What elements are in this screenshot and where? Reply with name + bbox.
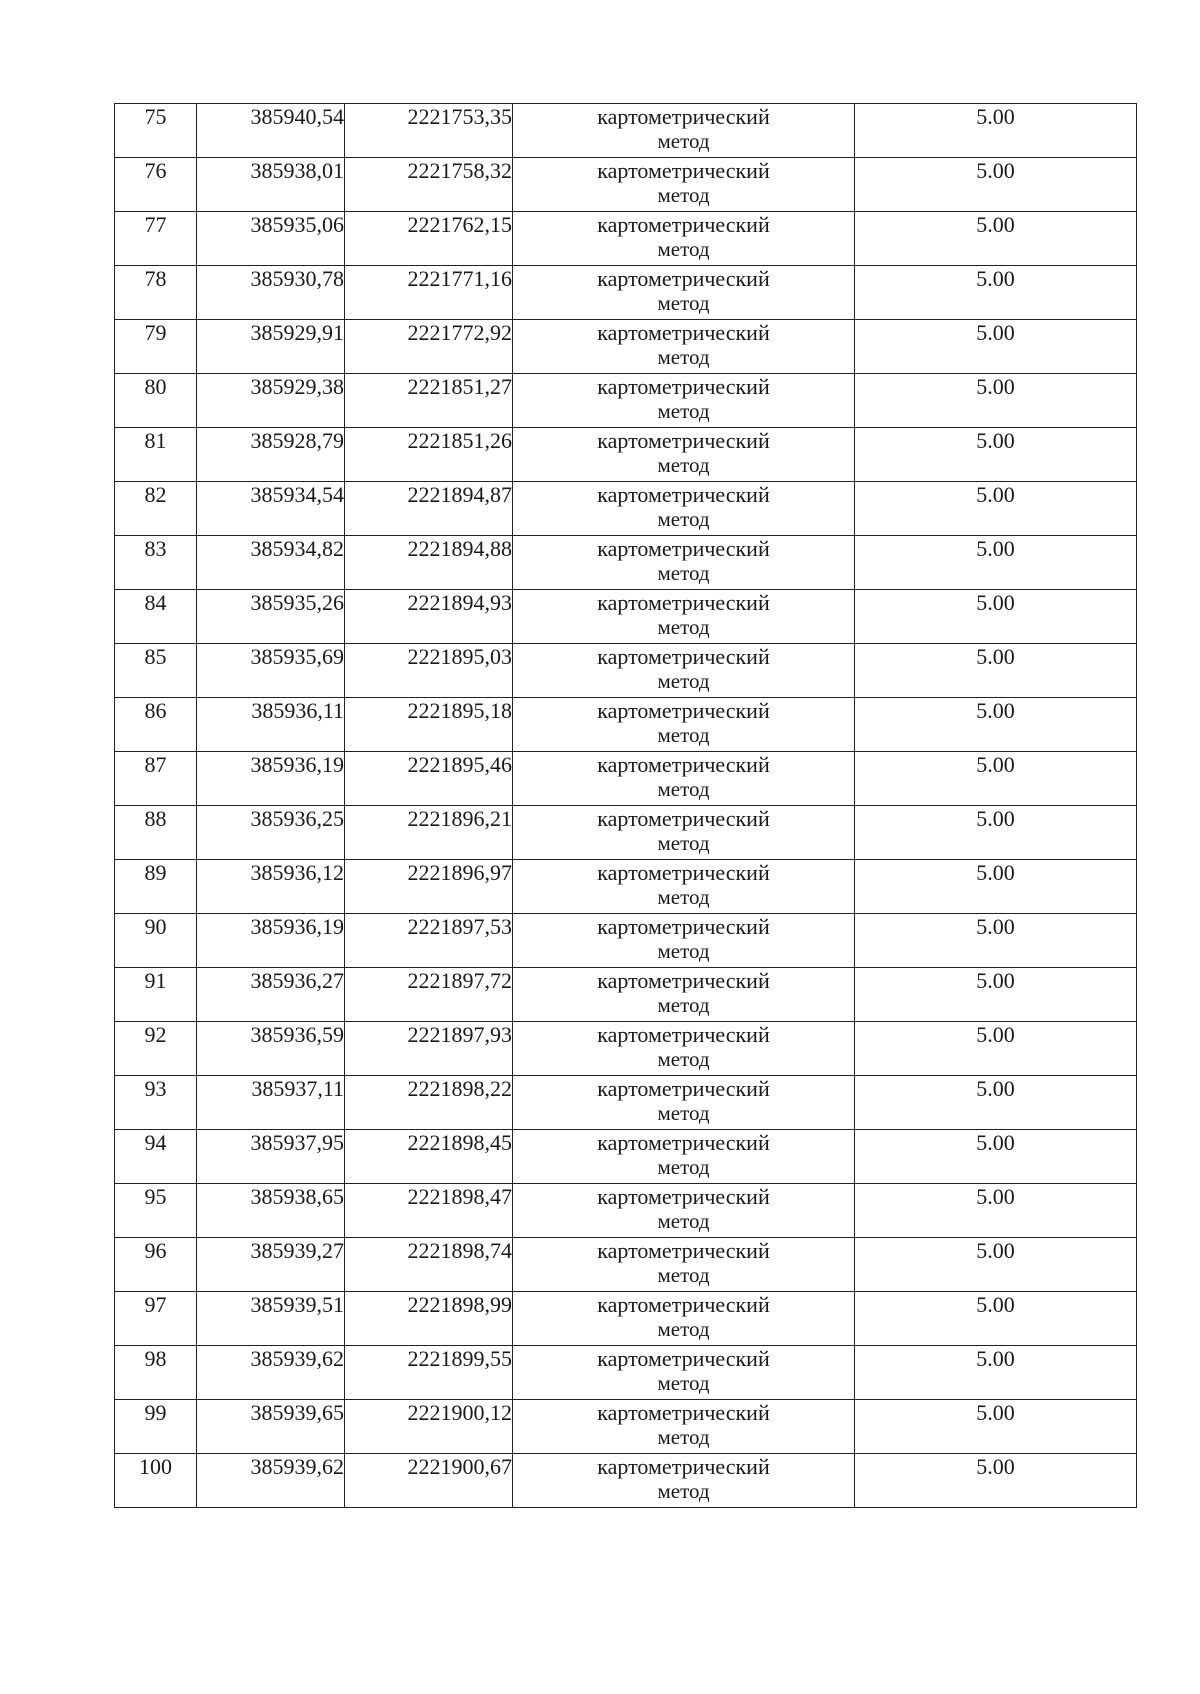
method-cell: [513, 1076, 855, 1130]
accuracy-value: 5.00: [855, 536, 1137, 590]
coordinate-x: 385936,11: [197, 698, 345, 752]
method-line-2: метод: [657, 1209, 710, 1233]
point-number: 98: [115, 1346, 197, 1400]
table-row: [115, 968, 1137, 1022]
table-row: [115, 1454, 1137, 1508]
coordinate-y: 2221896,21: [345, 806, 513, 860]
method-line-1: картометрический: [597, 536, 770, 561]
coordinates-table-body: [115, 104, 1137, 1508]
table-row: [115, 1130, 1137, 1184]
accuracy-value: 5.00: [855, 104, 1137, 158]
method-cell: [513, 1130, 855, 1184]
method-line-2: метод: [657, 1155, 710, 1179]
method-line-1: картометрический: [597, 1184, 770, 1209]
point-number: 100: [115, 1454, 197, 1508]
point-number: 84: [115, 590, 197, 644]
table-row: [115, 536, 1137, 590]
method-cell: [513, 158, 855, 212]
coordinate-x: 385938,01: [197, 158, 345, 212]
method-line-1: картометрический: [597, 266, 770, 291]
method-line-1: картометрический: [597, 212, 770, 237]
method-line-1: картометрический: [597, 1346, 770, 1371]
coordinate-x: 385934,82: [197, 536, 345, 590]
coordinate-y: 2221897,72: [345, 968, 513, 1022]
coordinate-x: 385939,27: [197, 1238, 345, 1292]
table-row: [115, 1346, 1137, 1400]
method-cell: [513, 752, 855, 806]
method-line-1: картометрический: [597, 590, 770, 615]
table-row: [115, 1400, 1137, 1454]
method-line-2: метод: [657, 939, 710, 963]
method-line-1: картометрический: [597, 1022, 770, 1047]
accuracy-value: 5.00: [855, 806, 1137, 860]
point-number: 88: [115, 806, 197, 860]
coordinate-x: 385938,65: [197, 1184, 345, 1238]
coordinate-y: 2221898,74: [345, 1238, 513, 1292]
method-line-2: метод: [657, 1263, 710, 1287]
table-row: [115, 752, 1137, 806]
method-line-1: картометрический: [597, 482, 770, 507]
point-number: 90: [115, 914, 197, 968]
point-number: 81: [115, 428, 197, 482]
accuracy-value: 5.00: [855, 374, 1137, 428]
method-cell: [513, 968, 855, 1022]
method-line-1: картометрический: [597, 698, 770, 723]
coordinate-x: 385939,65: [197, 1400, 345, 1454]
table-row: [115, 1076, 1137, 1130]
table-row: [115, 1184, 1137, 1238]
accuracy-value: 5.00: [855, 428, 1137, 482]
accuracy-value: 5.00: [855, 320, 1137, 374]
coordinate-y: 2221753,35: [345, 104, 513, 158]
table-row: [115, 590, 1137, 644]
method-cell: [513, 1346, 855, 1400]
point-number: 96: [115, 1238, 197, 1292]
method-cell: [513, 320, 855, 374]
coordinate-x: 385939,51: [197, 1292, 345, 1346]
table-row: [115, 104, 1137, 158]
coordinate-y: 2221894,93: [345, 590, 513, 644]
coordinate-x: 385939,62: [197, 1346, 345, 1400]
point-number: 89: [115, 860, 197, 914]
method-cell: [513, 1400, 855, 1454]
method-line-1: картометрический: [597, 860, 770, 885]
table-row: [115, 806, 1137, 860]
method-line-1: картометрический: [597, 806, 770, 831]
point-number: 83: [115, 536, 197, 590]
method-cell: [513, 590, 855, 644]
accuracy-value: 5.00: [855, 1238, 1137, 1292]
method-line-1: картометрический: [597, 1292, 770, 1317]
method-cell: [513, 1292, 855, 1346]
method-line-1: картометрический: [597, 968, 770, 993]
point-number: 87: [115, 752, 197, 806]
coordinate-y: 2221851,26: [345, 428, 513, 482]
coordinate-x: 385934,54: [197, 482, 345, 536]
method-line-1: картометрический: [597, 1076, 770, 1101]
table-row: [115, 1022, 1137, 1076]
point-number: 80: [115, 374, 197, 428]
method-cell: [513, 266, 855, 320]
accuracy-value: 5.00: [855, 1022, 1137, 1076]
point-number: 94: [115, 1130, 197, 1184]
table-row: [115, 1238, 1137, 1292]
table-row: [115, 860, 1137, 914]
point-number: 93: [115, 1076, 197, 1130]
method-cell: [513, 212, 855, 266]
point-number: 82: [115, 482, 197, 536]
method-line-2: метод: [657, 1479, 710, 1503]
point-number: 78: [115, 266, 197, 320]
method-line-2: метод: [657, 777, 710, 801]
method-line-1: картометрический: [597, 1400, 770, 1425]
coordinate-y: 2221898,47: [345, 1184, 513, 1238]
accuracy-value: 5.00: [855, 1184, 1137, 1238]
accuracy-value: 5.00: [855, 1130, 1137, 1184]
method-line-1: картометрический: [597, 374, 770, 399]
table-row: [115, 428, 1137, 482]
coordinate-x: 385936,25: [197, 806, 345, 860]
method-line-2: метод: [657, 615, 710, 639]
method-line-2: метод: [657, 183, 710, 207]
coordinate-x: 385940,54: [197, 104, 345, 158]
method-line-2: метод: [657, 1317, 710, 1341]
coordinate-y: 2221758,32: [345, 158, 513, 212]
coordinate-x: 385935,06: [197, 212, 345, 266]
point-number: 76: [115, 158, 197, 212]
table-row: [115, 320, 1137, 374]
point-number: 95: [115, 1184, 197, 1238]
coordinate-y: 2221895,18: [345, 698, 513, 752]
coordinate-y: 2221851,27: [345, 374, 513, 428]
method-line-2: метод: [657, 831, 710, 855]
method-line-2: метод: [657, 291, 710, 315]
method-line-2: метод: [657, 1047, 710, 1071]
method-line-2: метод: [657, 561, 710, 585]
coordinate-x: 385936,59: [197, 1022, 345, 1076]
method-line-2: метод: [657, 507, 710, 531]
method-cell: [513, 1022, 855, 1076]
accuracy-value: 5.00: [855, 482, 1137, 536]
coordinate-y: 2221762,15: [345, 212, 513, 266]
method-line-2: метод: [657, 399, 710, 423]
coordinate-y: 2221898,22: [345, 1076, 513, 1130]
coordinate-x: 385928,79: [197, 428, 345, 482]
coordinate-y: 2221899,55: [345, 1346, 513, 1400]
method-line-1: картометрический: [597, 1130, 770, 1155]
coordinate-y: 2221895,03: [345, 644, 513, 698]
coordinate-y: 2221771,16: [345, 266, 513, 320]
coordinate-x: 385937,95: [197, 1130, 345, 1184]
method-cell: [513, 104, 855, 158]
coordinate-y: 2221898,99: [345, 1292, 513, 1346]
method-cell: [513, 428, 855, 482]
accuracy-value: 5.00: [855, 698, 1137, 752]
coordinate-y: 2221900,67: [345, 1454, 513, 1508]
accuracy-value: 5.00: [855, 860, 1137, 914]
coordinate-x: 385935,26: [197, 590, 345, 644]
table-row: [115, 698, 1137, 752]
coordinate-x: 385939,62: [197, 1454, 345, 1508]
method-line-2: метод: [657, 345, 710, 369]
point-number: 77: [115, 212, 197, 266]
coordinate-x: 385936,19: [197, 752, 345, 806]
accuracy-value: 5.00: [855, 266, 1137, 320]
accuracy-value: 5.00: [855, 1454, 1137, 1508]
coordinates-table: [114, 103, 1137, 1508]
method-line-2: метод: [657, 1101, 710, 1125]
method-line-1: картометрический: [597, 914, 770, 939]
point-number: 79: [115, 320, 197, 374]
accuracy-value: 5.00: [855, 914, 1137, 968]
method-line-1: картометрический: [597, 644, 770, 669]
coordinate-x: 385936,19: [197, 914, 345, 968]
point-number: 86: [115, 698, 197, 752]
coordinate-y: 2221895,46: [345, 752, 513, 806]
table-row: [115, 914, 1137, 968]
coordinate-x: 385929,38: [197, 374, 345, 428]
accuracy-value: 5.00: [855, 1076, 1137, 1130]
method-cell: [513, 1238, 855, 1292]
table-row: [115, 374, 1137, 428]
table-row: [115, 266, 1137, 320]
table-row: [115, 158, 1137, 212]
method-line-2: метод: [657, 993, 710, 1017]
method-cell: [513, 536, 855, 590]
method-line-1: картометрический: [597, 158, 770, 183]
point-number: 99: [115, 1400, 197, 1454]
point-number: 92: [115, 1022, 197, 1076]
method-line-1: картометрический: [597, 1454, 770, 1479]
method-line-2: метод: [657, 1425, 710, 1449]
coordinate-y: 2221897,53: [345, 914, 513, 968]
accuracy-value: 5.00: [855, 644, 1137, 698]
method-cell: [513, 482, 855, 536]
accuracy-value: 5.00: [855, 1346, 1137, 1400]
method-cell: [513, 806, 855, 860]
table-row: [115, 212, 1137, 266]
method-line-2: метод: [657, 453, 710, 477]
table-row: [115, 482, 1137, 536]
coordinate-y: 2221897,93: [345, 1022, 513, 1076]
coordinate-x: 385930,78: [197, 266, 345, 320]
method-cell: [513, 698, 855, 752]
point-number: 97: [115, 1292, 197, 1346]
accuracy-value: 5.00: [855, 1400, 1137, 1454]
coordinate-x: 385929,91: [197, 320, 345, 374]
method-line-2: метод: [657, 723, 710, 747]
table-row: [115, 644, 1137, 698]
accuracy-value: 5.00: [855, 158, 1137, 212]
accuracy-value: 5.00: [855, 752, 1137, 806]
coordinate-y: 2221900,12: [345, 1400, 513, 1454]
point-number: 85: [115, 644, 197, 698]
accuracy-value: 5.00: [855, 590, 1137, 644]
method-cell: [513, 1454, 855, 1508]
point-number: 91: [115, 968, 197, 1022]
method-line-2: метод: [657, 885, 710, 909]
point-number: 75: [115, 104, 197, 158]
method-line-1: картометрический: [597, 104, 770, 129]
coordinate-x: 385935,69: [197, 644, 345, 698]
coordinate-y: 2221894,88: [345, 536, 513, 590]
coordinate-y: 2221772,92: [345, 320, 513, 374]
table-row: [115, 1292, 1137, 1346]
coordinate-x: 385936,27: [197, 968, 345, 1022]
coordinate-y: 2221896,97: [345, 860, 513, 914]
coordinate-x: 385936,12: [197, 860, 345, 914]
method-line-2: метод: [657, 237, 710, 261]
method-cell: [513, 374, 855, 428]
method-line-2: метод: [657, 1371, 710, 1395]
method-line-1: картометрический: [597, 320, 770, 345]
method-cell: [513, 1184, 855, 1238]
accuracy-value: 5.00: [855, 1292, 1137, 1346]
method-cell: [513, 644, 855, 698]
coordinate-x: 385937,11: [197, 1076, 345, 1130]
method-line-2: метод: [657, 669, 710, 693]
method-cell: [513, 914, 855, 968]
method-line-2: метод: [657, 129, 710, 153]
accuracy-value: 5.00: [855, 212, 1137, 266]
method-cell: [513, 860, 855, 914]
coordinate-y: 2221898,45: [345, 1130, 513, 1184]
method-line-1: картометрический: [597, 1238, 770, 1263]
accuracy-value: 5.00: [855, 968, 1137, 1022]
coordinate-y: 2221894,87: [345, 482, 513, 536]
method-line-1: картометрический: [597, 752, 770, 777]
method-line-1: картометрический: [597, 428, 770, 453]
